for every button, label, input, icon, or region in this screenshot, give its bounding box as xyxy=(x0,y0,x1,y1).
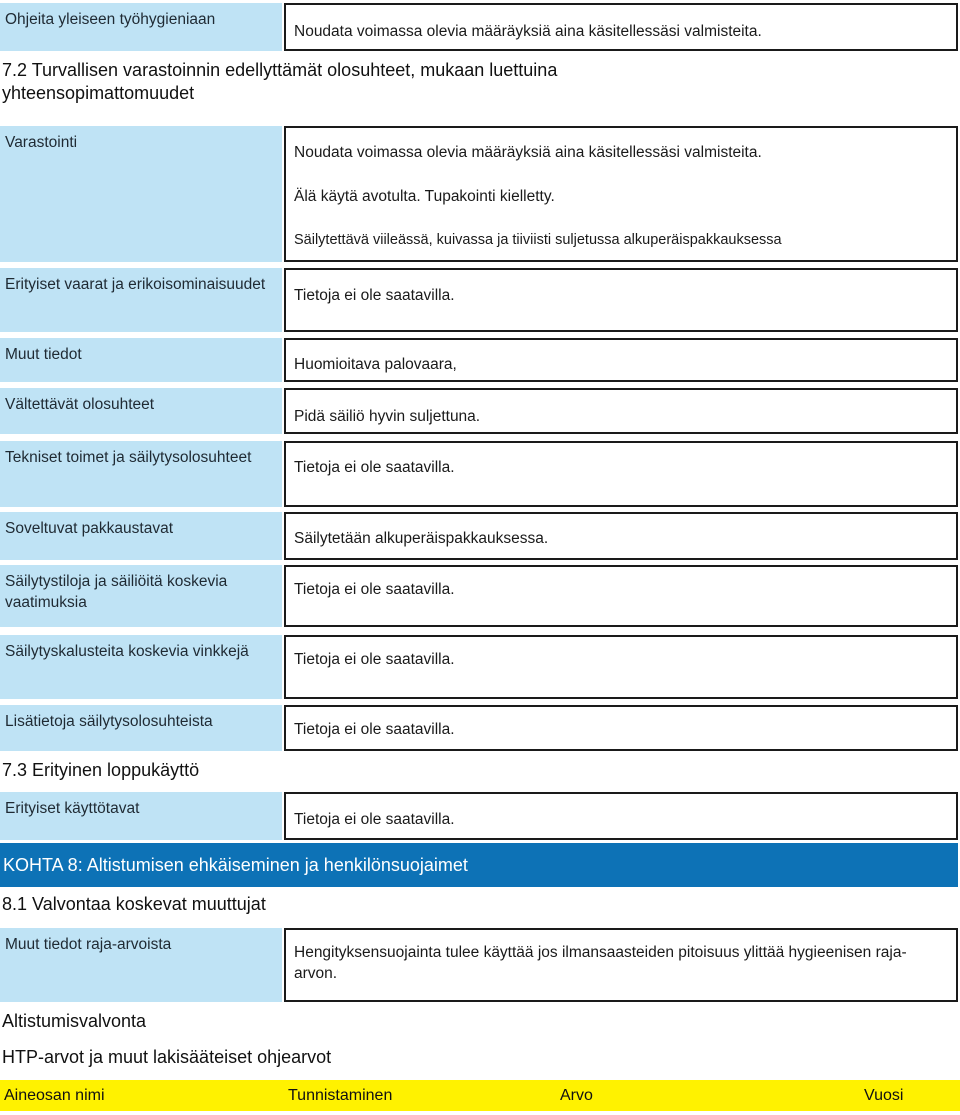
row-label-other-info: Muut tiedot xyxy=(0,338,282,382)
exposure-control-title: Altistumisvalvonta xyxy=(2,1011,147,1031)
row-label-suitable-packaging: Soveltuvat pakkaustavat xyxy=(0,512,282,560)
row-value-conditions-to-avoid: Pidä säiliö hyvin suljettuna. xyxy=(284,388,958,434)
row-label-general-hygiene: Ohjeita yleiseen työhygieniaan xyxy=(0,3,282,51)
section-8-band: KOHTA 8: Altistumisen ehkäiseminen ja henkilönsuojaimet xyxy=(0,843,958,887)
column-header-identification: Tunnistaminen xyxy=(288,1087,393,1104)
htp-title: HTP-arvot ja muut lakisääteiset ohjearvot xyxy=(2,1047,332,1067)
row-value-general-hygiene: Noudata voimassa olevia määräyksiä aina käsitellessäsi valmisteita. xyxy=(284,3,958,51)
row-label-storage: Varastointi xyxy=(0,126,282,262)
row-label-container-requirements: Säilytystiloja ja säiliöitä koskevia vaatimuksia xyxy=(0,565,282,627)
section-8-1-title: 8.1 Valvontaa koskevat muuttujat xyxy=(2,894,266,914)
storage-line-3: Säilytettävä viileässä, kuivassa ja tiiviisti suljetussa alkuperäispakkauksessa xyxy=(294,232,782,248)
row-value-storage xyxy=(284,126,958,262)
column-header-name: Aineosan nimi xyxy=(4,1087,105,1104)
column-header-year: Vuosi xyxy=(864,1087,904,1104)
section-7-3-title: 7.3 Erityinen loppukäyttö xyxy=(2,760,200,780)
column-header-value: Arvo xyxy=(560,1087,593,1104)
row-value-other-info: Huomioitava palovaara, xyxy=(284,338,958,382)
storage-line-2: Älä käytä avotulta. Tupakointi kielletty. xyxy=(294,188,555,205)
row-value-special-hazards: Tietoja ei ole saatavilla. xyxy=(284,268,958,332)
row-label-storage-furniture-tips: Säilytyskalusteita koskevia vinkkejä xyxy=(0,635,282,699)
row-value-special-uses: Tietoja ei ole saatavilla. xyxy=(284,792,958,840)
row-label-special-uses: Erityiset käyttötavat xyxy=(0,792,282,840)
ingredient-table-header xyxy=(0,1080,960,1111)
row-value-container-requirements: Tietoja ei ole saatavilla. xyxy=(284,565,958,627)
row-value-storage-furniture-tips: Tietoja ei ole saatavilla. xyxy=(284,635,958,699)
row-label-conditions-to-avoid: Vältettävät olosuhteet xyxy=(0,388,282,434)
row-label-additional-storage-info: Lisätietoja säilytysolosuhteista xyxy=(0,705,282,751)
row-value-technical-measures: Tietoja ei ole saatavilla. xyxy=(284,441,958,507)
row-value-suitable-packaging: Säilytetään alkuperäispakkauksessa. xyxy=(284,512,958,560)
row-label-limit-values: Muut tiedot raja-arvoista xyxy=(0,928,282,1002)
row-label-special-hazards: Erityiset vaarat ja erikoisominaisuudet xyxy=(0,268,282,332)
row-label-technical-measures: Tekniset toimet ja säilytysolosuhteet xyxy=(0,441,282,507)
section-7-2-title: 7.2 Turvallisen varastoinnin edellyttämät olosuhteet, mukaan luettuina yhteensopimattomuudet xyxy=(2,60,558,103)
row-value-limit-values: Hengityksensuojainta tulee käyttää jos ilmansaasteiden pitoisuus ylittää hygieenisen raja-arvon. xyxy=(284,928,958,1002)
storage-line-1: Noudata voimassa olevia määräyksiä aina käsitellessäsi valmisteita. xyxy=(294,144,762,161)
row-value-additional-storage-info: Tietoja ei ole saatavilla. xyxy=(284,705,958,751)
